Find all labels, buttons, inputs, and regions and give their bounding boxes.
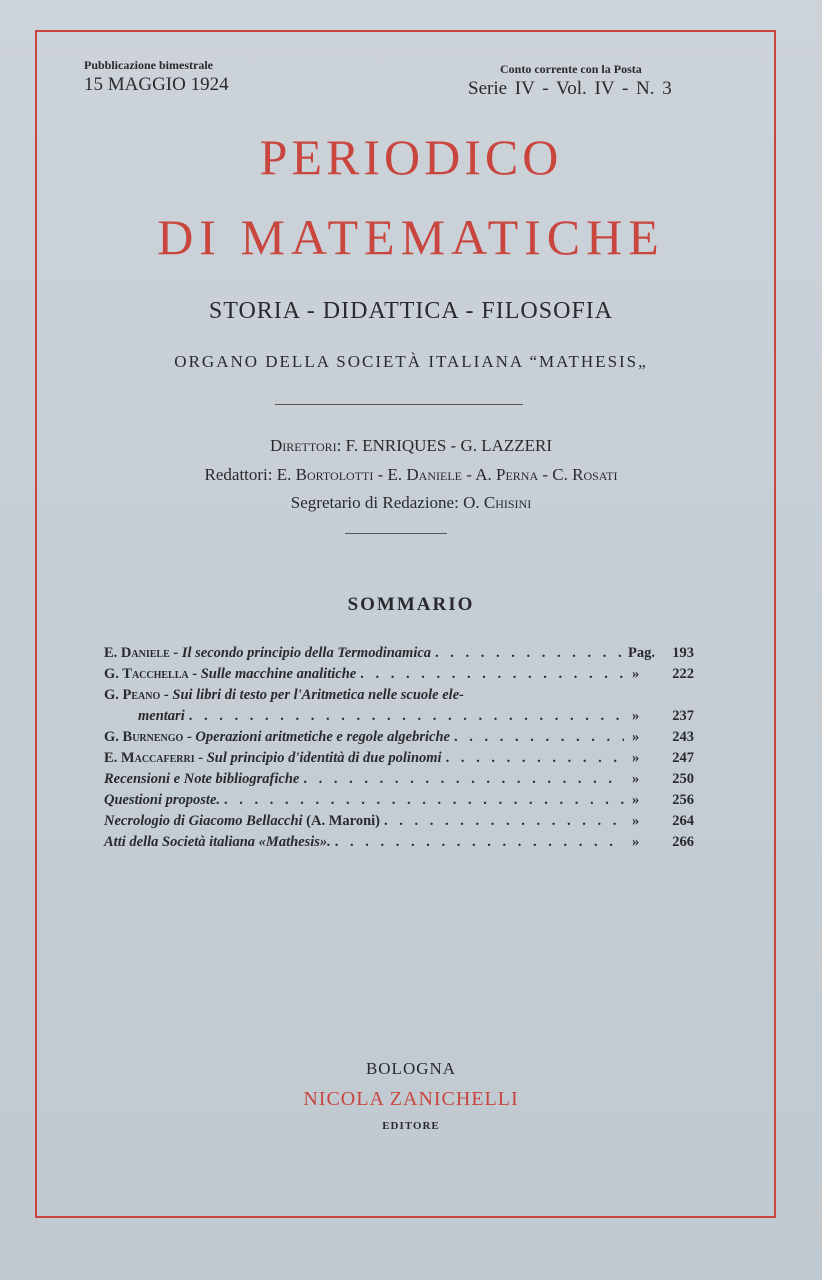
issue-date: 15 MAGGIO 1924 xyxy=(84,74,229,95)
toc-title: Questioni proposte. xyxy=(104,792,221,808)
divider xyxy=(345,533,447,534)
toc-entry: G. Peano - Sui libri di testo per l'Aritmetica nelle scuole ele- xyxy=(104,687,464,703)
toc-prefix: » xyxy=(632,834,640,850)
toc-prefix: Pag. xyxy=(628,645,655,661)
toc-entry: E. Maccaferri - Sul principio d'identità di due polinomi . . . » 247 xyxy=(104,750,694,771)
editors-line xyxy=(0,465,822,485)
toc-title: Necrologio di Giacomo Bellacchi xyxy=(104,813,303,829)
toc-page: 243 xyxy=(672,729,694,745)
toc-page: 222 xyxy=(672,666,694,682)
toc-author: G. Burnengo xyxy=(104,729,184,745)
publisher-role: EDITORE xyxy=(382,1120,440,1132)
divider xyxy=(275,404,523,405)
toc-title: Sulle macchine analitiche xyxy=(200,666,357,682)
toc-title: Sul principio d'identità di due polinomi xyxy=(206,750,442,766)
toc-author: E. Daniele xyxy=(104,645,170,661)
editors-label: Redattori: xyxy=(204,465,273,484)
toc-author: G. Peano xyxy=(104,687,161,703)
toc-author: G. Tacchella xyxy=(104,666,189,682)
toc-page: 266 xyxy=(672,834,694,850)
toc-entry: G. Burnengo - Operazioni aritmetiche e regole algebriche . . . » 243 xyxy=(104,729,694,750)
toc-page: 237 xyxy=(672,708,694,724)
title-line-2: DI MATEMATICHE xyxy=(157,209,665,265)
toc-entry: E. Daniele - Il secondo principio della Termodinamica . . . Pag. 193 xyxy=(104,645,694,666)
toc-prefix: » xyxy=(632,750,640,766)
directors-line xyxy=(0,436,822,456)
secretary-label: Segretario di Redazione: xyxy=(290,493,459,512)
toc-page: 247 xyxy=(672,750,694,766)
toc-entry: G. Tacchella - Sulle macchine analitiche . . . » 222 xyxy=(104,666,694,687)
directors-label: Direttori: xyxy=(269,436,342,455)
summary-heading: SOMMARIO xyxy=(347,594,475,615)
series-volume: Serie IV - Vol. IV - N. 3 xyxy=(468,78,672,99)
toc-title: mentari xyxy=(138,708,185,724)
toc-title: Recensioni e Note bibliografiche xyxy=(104,771,300,787)
table-of-contents xyxy=(104,645,694,855)
toc-entry xyxy=(104,792,694,813)
toc-prefix: » xyxy=(632,792,640,808)
toc-title: Sui libri di testo per l'Aritmetica nelle scuole ele- xyxy=(172,687,464,703)
publication-frequency: Pubblicazione bimestrale xyxy=(84,58,213,72)
toc-page: 250 xyxy=(672,771,694,787)
toc-page: 256 xyxy=(672,792,694,808)
toc-title: Atti della Società italiana «Mathesis». xyxy=(104,834,331,850)
directors-names: F. ENRIQUES - G. LAZZERI xyxy=(345,436,553,455)
toc-entry xyxy=(104,771,694,792)
toc-entry xyxy=(104,813,694,834)
postal-account: Conto corrente con la Posta xyxy=(500,62,642,76)
toc-prefix: » xyxy=(632,666,640,682)
toc-prefix: » xyxy=(632,729,640,745)
toc-title: Operazioni aritmetiche e regole algebriche xyxy=(195,729,450,745)
toc-prefix: » xyxy=(632,771,640,787)
toc-entry xyxy=(104,834,694,855)
publisher-name: NICOLA ZANICHELLI xyxy=(303,1088,519,1110)
toc-prefix: » xyxy=(632,813,640,829)
organ-line: ORGANO DELLA SOCIETÀ ITALIANA “MATHESIS„ xyxy=(174,352,648,371)
secretary-name: O. Chisini xyxy=(463,493,532,512)
toc-author: E. Maccaferri xyxy=(104,750,195,766)
toc-page: 264 xyxy=(672,813,694,829)
secretary-line xyxy=(0,493,822,513)
toc-entry-continuation xyxy=(104,708,694,729)
editors-names: E. Bortolotti - E. Daniele - A. Perna - C. Rosati xyxy=(276,465,618,484)
toc-prefix: » xyxy=(632,708,640,724)
subtitle: STORIA - DIDATTICA - FILOSOFIA xyxy=(208,298,614,324)
title-line-1: PERIODICO xyxy=(259,129,563,185)
toc-page: 193 xyxy=(672,645,694,661)
toc-title-extra: (A. Maroni) xyxy=(306,813,381,829)
publisher-city: BOLOGNA xyxy=(365,1059,457,1078)
toc-title: Il secondo principio della Termodinamica xyxy=(181,645,432,661)
